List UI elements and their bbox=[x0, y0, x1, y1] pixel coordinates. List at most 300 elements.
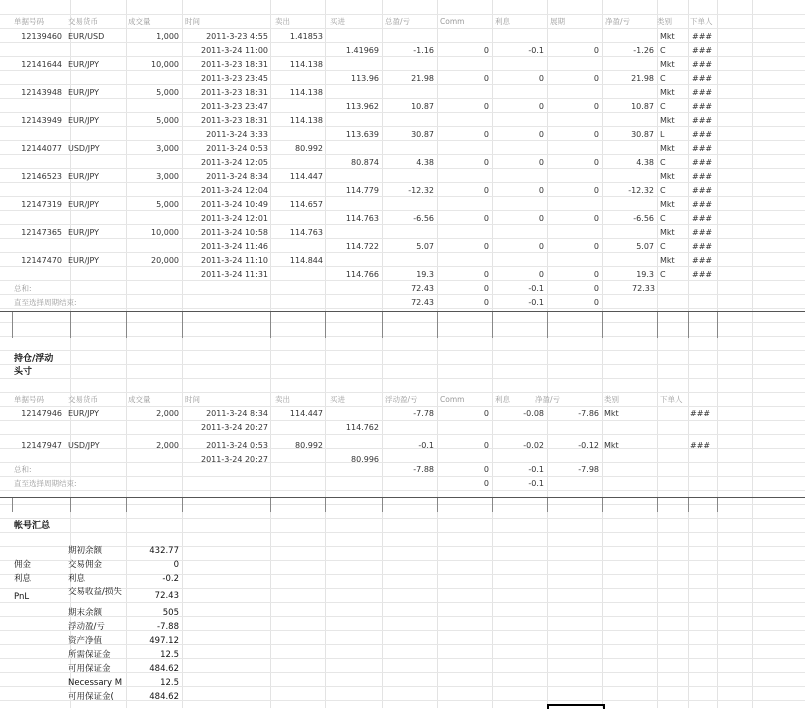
trade-gross: 10.87 bbox=[411, 102, 434, 111]
trade-rollover: 0 bbox=[593, 186, 599, 195]
trade-open-type: Mkt bbox=[660, 172, 675, 181]
position-open-time: 2011-3-24 0:53 bbox=[206, 441, 268, 450]
section-separator-tick bbox=[437, 498, 438, 512]
position-close-price: 80.996 bbox=[351, 455, 379, 464]
trade-pair: EUR/JPY bbox=[68, 88, 100, 97]
side-label-pnl: PnL bbox=[14, 592, 30, 602]
trade-open-price: 114.447 bbox=[289, 172, 323, 181]
trade-open-by: ### bbox=[692, 88, 713, 97]
position-open-price: 80.992 bbox=[295, 441, 323, 450]
trade-pair: EUR/JPY bbox=[68, 172, 100, 181]
trade-open-type: Mkt bbox=[660, 228, 675, 237]
grid-row-line bbox=[0, 490, 805, 491]
grid-row-line bbox=[0, 476, 805, 477]
trade-comm: 0 bbox=[483, 74, 489, 83]
section-separator-tick bbox=[12, 312, 13, 338]
trade-open-by: ### bbox=[692, 144, 713, 153]
grid-row-line bbox=[0, 126, 805, 127]
summary-value: 497.12 bbox=[149, 636, 179, 646]
table-header-3: 时间 bbox=[185, 17, 200, 26]
table-header-0: 单据号码 bbox=[14, 17, 44, 26]
trade-gross: 30.87 bbox=[411, 130, 434, 139]
summary-label: 可用保证金 bbox=[68, 664, 111, 674]
trade-close-price: 114.722 bbox=[345, 242, 379, 251]
summary-label: 浮动盈/亏 bbox=[68, 622, 105, 632]
table-header-10: 净盈/亏 bbox=[605, 17, 631, 26]
trade-close-price: 80.874 bbox=[351, 158, 379, 167]
grid-row-line bbox=[0, 42, 805, 43]
trade-interest: 0 bbox=[538, 186, 544, 195]
trade-close-type: C bbox=[660, 270, 666, 279]
trade-id[interactable]: 12147319 bbox=[21, 200, 62, 209]
section-separator-tick bbox=[602, 498, 603, 512]
trade-interest: -0.1 bbox=[528, 46, 544, 55]
total-gross: 72.43 bbox=[411, 284, 434, 293]
trade-id[interactable]: 12141644 bbox=[21, 60, 62, 69]
summary-value: 72.43 bbox=[154, 591, 179, 601]
position-open-time: 2011-3-24 8:34 bbox=[206, 409, 268, 418]
trade-pair: EUR/JPY bbox=[68, 60, 100, 69]
grid-row-line bbox=[0, 420, 805, 421]
trade-open-time: 2011-3-23 18:31 bbox=[201, 60, 268, 69]
trade-open-type: Mkt bbox=[660, 32, 675, 41]
trade-close-type: C bbox=[660, 214, 666, 223]
side-label-interest: 利息 bbox=[14, 574, 32, 584]
section-separator-tick bbox=[70, 498, 71, 512]
trade-comm: 0 bbox=[483, 130, 489, 139]
summary-label: 期末余额 bbox=[68, 608, 103, 618]
total-comm: 0 bbox=[483, 284, 489, 293]
trade-open-price: 114.763 bbox=[289, 228, 323, 237]
trade-gross: -6.56 bbox=[413, 214, 434, 223]
trade-open-price: 1.41853 bbox=[289, 32, 323, 41]
section-separator-tick bbox=[325, 498, 326, 512]
trade-close-by: ### bbox=[692, 270, 713, 279]
positions-total-comm: 0 bbox=[483, 465, 489, 474]
trade-close-price: 113.639 bbox=[345, 130, 379, 139]
trade-open-price: 114.138 bbox=[289, 60, 323, 69]
summary-label: Necessary M bbox=[68, 678, 123, 688]
trade-close-time: 2011-3-24 11:31 bbox=[201, 270, 268, 279]
trade-net: 10.87 bbox=[631, 102, 654, 111]
trade-close-type: C bbox=[660, 158, 666, 167]
position-by: ### bbox=[690, 441, 711, 450]
trade-qty: 3,000 bbox=[156, 144, 179, 153]
summary-value: -0.2 bbox=[162, 574, 179, 584]
positions-until-interest: -0.1 bbox=[528, 479, 544, 488]
trade-open-type: Mkt bbox=[660, 60, 675, 69]
summary-value: 0 bbox=[173, 560, 179, 570]
section-separator-tick bbox=[12, 498, 13, 512]
section-separator-tick bbox=[382, 312, 383, 338]
trade-net: 21.98 bbox=[631, 74, 654, 83]
grid-row-line bbox=[0, 154, 805, 155]
trade-close-by: ### bbox=[692, 242, 713, 251]
trade-id[interactable]: 12147365 bbox=[21, 228, 62, 237]
position-header-10: 类别 bbox=[604, 395, 619, 404]
summary-value: 484.62 bbox=[149, 664, 179, 674]
trade-interest: 0 bbox=[538, 158, 544, 167]
selected-cell[interactable] bbox=[547, 704, 605, 709]
table-header-12: 下单人 bbox=[690, 17, 713, 26]
trade-qty: 20,000 bbox=[151, 256, 179, 265]
positions-total-interest: -0.1 bbox=[528, 465, 544, 474]
summary-label: 资产净值 bbox=[68, 636, 103, 646]
trade-open-by: ### bbox=[692, 172, 713, 181]
trade-open-price: 114.657 bbox=[289, 200, 323, 209]
trade-net: 5.07 bbox=[636, 242, 654, 251]
section-title-open-positions-2: 头寸 bbox=[14, 367, 33, 377]
trade-qty: 1,000 bbox=[156, 32, 179, 41]
trade-open-time: 2011-3-23 18:31 bbox=[201, 116, 268, 125]
table-header-5: 买进 bbox=[330, 17, 345, 26]
section-separator-tick bbox=[325, 312, 326, 338]
trade-id[interactable]: 12139460 bbox=[21, 32, 62, 41]
position-qty: 2,000 bbox=[156, 409, 179, 418]
trade-close-price: 113.96 bbox=[351, 74, 379, 83]
trade-close-type: L bbox=[660, 130, 665, 139]
trade-close-time: 2011-3-24 11:46 bbox=[201, 242, 268, 251]
trade-rollover: 0 bbox=[593, 270, 599, 279]
grid-row-line bbox=[0, 14, 805, 15]
position-header-9: 净盈/亏 bbox=[535, 395, 561, 404]
position-header-1: 交易货币 bbox=[68, 395, 98, 404]
trade-rollover: 0 bbox=[593, 130, 599, 139]
trade-interest: 0 bbox=[538, 102, 544, 111]
trade-rollover: 0 bbox=[593, 158, 599, 167]
trade-open-by: ### bbox=[692, 60, 713, 69]
trade-qty: 3,000 bbox=[156, 172, 179, 181]
trade-comm: 0 bbox=[483, 214, 489, 223]
table-header-9: 展期 bbox=[550, 17, 565, 26]
positions-total-label: 总和: bbox=[14, 465, 32, 474]
trade-comm: 0 bbox=[483, 158, 489, 167]
trade-close-by: ### bbox=[692, 102, 713, 111]
trade-close-price: 114.779 bbox=[345, 186, 379, 195]
section-separator-tick bbox=[70, 312, 71, 338]
trade-open-by: ### bbox=[692, 116, 713, 125]
grid-row-line bbox=[0, 28, 805, 29]
trade-net: 4.38 bbox=[636, 158, 654, 167]
closed-until-label: 直至选择周期结束: bbox=[14, 298, 77, 307]
trade-id[interactable]: 12147470 bbox=[21, 256, 62, 265]
position-by: ### bbox=[690, 409, 711, 418]
summary-value: 432.77 bbox=[149, 546, 179, 556]
grid-row-line bbox=[0, 392, 805, 393]
trade-net: 30.87 bbox=[631, 130, 654, 139]
trade-interest: 0 bbox=[538, 214, 544, 223]
position-interest: -0.08 bbox=[523, 409, 544, 418]
position-close-time: 2011-3-24 20:27 bbox=[201, 455, 268, 464]
position-net: -0.12 bbox=[578, 441, 599, 450]
section-separator-tick bbox=[688, 312, 689, 338]
trade-pair: EUR/JPY bbox=[68, 228, 100, 237]
closed-until-comm: 0 bbox=[483, 298, 489, 307]
total-net: 72.33 bbox=[632, 284, 655, 293]
trade-pair: EUR/JPY bbox=[68, 200, 100, 209]
section-title-summary: 帐号汇总 bbox=[14, 521, 51, 531]
total-rollover: 0 bbox=[593, 284, 599, 293]
trade-comm: 0 bbox=[483, 102, 489, 111]
position-header-2: 成交量 bbox=[128, 395, 151, 404]
section-separator-tick bbox=[182, 312, 183, 338]
trade-gross: 19.3 bbox=[416, 270, 434, 279]
section-separator-tick bbox=[657, 498, 658, 512]
position-pl: -0.1 bbox=[418, 441, 434, 450]
trade-comm: 0 bbox=[483, 46, 489, 55]
trade-gross: -12.32 bbox=[408, 186, 434, 195]
trade-close-price: 114.763 bbox=[345, 214, 379, 223]
trade-close-by: ### bbox=[692, 214, 713, 223]
summary-label: 交易佣金 bbox=[68, 560, 103, 570]
trade-open-time: 2011-3-23 18:31 bbox=[201, 88, 268, 97]
grid-row-line bbox=[0, 322, 805, 323]
trade-open-type: Mkt bbox=[660, 256, 675, 265]
section-separator-tick bbox=[657, 312, 658, 338]
trade-close-price: 1.41969 bbox=[345, 46, 379, 55]
grid-row-line bbox=[0, 70, 805, 71]
section-separator-tick bbox=[182, 498, 183, 512]
position-id[interactable]: 12147947 bbox=[21, 441, 62, 450]
table-header-8: 利息 bbox=[495, 17, 510, 26]
trade-rollover: 0 bbox=[593, 102, 599, 111]
table-header-2: 成交量 bbox=[128, 17, 151, 26]
trade-open-by: ### bbox=[692, 200, 713, 209]
closed-until-gross: 72.43 bbox=[411, 298, 434, 307]
summary-label: 可用保证金( bbox=[68, 692, 114, 702]
grid-row-line bbox=[0, 182, 805, 183]
section-separator-tick bbox=[547, 498, 548, 512]
positions-total-pl: -7.88 bbox=[413, 465, 434, 474]
section-separator-tick bbox=[602, 312, 603, 338]
trade-open-by: ### bbox=[692, 32, 713, 41]
grid-row-line bbox=[0, 336, 805, 337]
trade-pair: EUR/JPY bbox=[68, 256, 100, 265]
trade-close-time: 2011-3-23 23:45 bbox=[201, 74, 268, 83]
trade-close-by: ### bbox=[692, 74, 713, 83]
trade-open-time: 2011-3-24 8:34 bbox=[206, 172, 268, 181]
position-comm: 0 bbox=[483, 409, 489, 418]
table-header-1: 交易货币 bbox=[68, 17, 98, 26]
trade-id[interactable]: 12143949 bbox=[21, 116, 62, 125]
trade-open-type: Mkt bbox=[660, 144, 675, 153]
trade-close-type: C bbox=[660, 102, 666, 111]
trade-close-time: 2011-3-24 12:04 bbox=[201, 186, 268, 195]
grid-row-line bbox=[0, 364, 805, 365]
trade-gross: 4.38 bbox=[416, 158, 434, 167]
position-id[interactable]: 12147946 bbox=[21, 409, 62, 418]
section-separator-tick bbox=[492, 498, 493, 512]
trade-rollover: 0 bbox=[593, 242, 599, 251]
section-separator-tick bbox=[717, 312, 718, 338]
grid-row-line bbox=[0, 266, 805, 267]
table-header-11: 类别 bbox=[657, 17, 672, 26]
trade-open-price: 114.844 bbox=[289, 256, 323, 265]
total-label: 总和: bbox=[14, 284, 32, 293]
position-net: -7.86 bbox=[578, 409, 599, 418]
section-separator bbox=[0, 497, 805, 498]
trade-close-price: 114.766 bbox=[345, 270, 379, 279]
trade-close-type: C bbox=[660, 74, 666, 83]
position-close-time: 2011-3-24 20:27 bbox=[201, 423, 268, 432]
trade-net: -12.32 bbox=[628, 186, 654, 195]
position-header-3: 时间 bbox=[185, 395, 200, 404]
trade-id[interactable]: 12146523 bbox=[21, 172, 62, 181]
summary-value: 12.5 bbox=[160, 678, 179, 688]
trade-comm: 0 bbox=[483, 242, 489, 251]
trade-comm: 0 bbox=[483, 270, 489, 279]
trade-qty: 5,000 bbox=[156, 116, 179, 125]
trade-close-by: ### bbox=[692, 130, 713, 139]
position-header-11: 下单人 bbox=[660, 395, 683, 404]
summary-value: -7.88 bbox=[157, 622, 179, 632]
trade-open-time: 2011-3-23 4:55 bbox=[206, 32, 268, 41]
table-header-7: Comm bbox=[440, 17, 465, 26]
trade-pair: USD/JPY bbox=[68, 144, 100, 153]
trade-id[interactable]: 12144077 bbox=[21, 144, 62, 153]
summary-value: 484.62 bbox=[149, 692, 179, 702]
trade-close-price: 113.962 bbox=[345, 102, 379, 111]
position-type: Mkt bbox=[604, 441, 619, 450]
trade-interest: 0 bbox=[538, 270, 544, 279]
position-pair: EUR/JPY bbox=[68, 409, 100, 418]
section-separator-tick bbox=[717, 498, 718, 512]
trade-qty: 10,000 bbox=[151, 60, 179, 69]
summary-label: 期初余额 bbox=[68, 546, 103, 556]
summary-label: 所需保证金 bbox=[68, 650, 111, 660]
trade-interest: 0 bbox=[538, 130, 544, 139]
trade-rollover: 0 bbox=[593, 74, 599, 83]
section-separator-tick bbox=[688, 498, 689, 512]
grid-row-line bbox=[0, 406, 805, 407]
trade-open-by: ### bbox=[692, 228, 713, 237]
position-open-price: 114.447 bbox=[289, 409, 323, 418]
trade-comm: 0 bbox=[483, 186, 489, 195]
trade-close-type: C bbox=[660, 242, 666, 251]
position-pair: USD/JPY bbox=[68, 441, 100, 450]
trade-close-by: ### bbox=[692, 158, 713, 167]
section-separator-tick bbox=[270, 312, 271, 338]
total-interest: -0.1 bbox=[528, 284, 544, 293]
section-separator-tick bbox=[126, 312, 127, 338]
trade-gross: 5.07 bbox=[416, 242, 434, 251]
trade-open-type: Mkt bbox=[660, 116, 675, 125]
summary-value: 12.5 bbox=[160, 650, 179, 660]
position-interest: -0.02 bbox=[523, 441, 544, 450]
section-separator-tick bbox=[492, 312, 493, 338]
side-label-commission: 佣金 bbox=[14, 560, 32, 570]
trade-open-type: Mkt bbox=[660, 88, 675, 97]
trade-close-type: C bbox=[660, 46, 666, 55]
section-separator-tick bbox=[270, 498, 271, 512]
position-header-7: Comm bbox=[440, 395, 465, 404]
trade-net: 19.3 bbox=[636, 270, 654, 279]
trade-open-price: 80.992 bbox=[295, 144, 323, 153]
position-comm: 0 bbox=[483, 441, 489, 450]
trade-qty: 5,000 bbox=[156, 200, 179, 209]
trade-open-type: Mkt bbox=[660, 200, 675, 209]
trade-rollover: 0 bbox=[593, 214, 599, 223]
trade-pair: EUR/USD bbox=[68, 32, 105, 41]
summary-label: 交易收益/损失 bbox=[68, 587, 122, 597]
trade-gross: -1.16 bbox=[413, 46, 434, 55]
trade-rollover: 0 bbox=[593, 46, 599, 55]
grid-row-line bbox=[0, 238, 805, 239]
trade-qty: 5,000 bbox=[156, 88, 179, 97]
trade-close-by: ### bbox=[692, 186, 713, 195]
trade-net: -1.26 bbox=[633, 46, 654, 55]
position-header-4: 卖出 bbox=[275, 395, 290, 404]
positions-total-net: -7.98 bbox=[578, 465, 599, 474]
position-close-price: 114.762 bbox=[345, 423, 379, 432]
summary-value: 505 bbox=[162, 608, 179, 618]
trade-gross: 21.98 bbox=[411, 74, 434, 83]
section-separator bbox=[0, 311, 805, 312]
position-pl: -7.78 bbox=[413, 409, 434, 418]
trade-close-time: 2011-3-24 3:33 bbox=[206, 130, 268, 139]
grid-row-line bbox=[0, 504, 805, 505]
grid-row-line bbox=[0, 350, 805, 351]
trade-open-price: 114.138 bbox=[289, 116, 323, 125]
trade-open-price: 114.138 bbox=[289, 88, 323, 97]
trade-open-time: 2011-3-24 11:10 bbox=[201, 256, 268, 265]
table-header-4: 卖出 bbox=[275, 17, 290, 26]
position-header-5: 买进 bbox=[330, 395, 345, 404]
grid-row-line bbox=[0, 462, 805, 463]
summary-label: 利息 bbox=[68, 574, 86, 584]
grid-row-line bbox=[0, 602, 805, 603]
closed-until-rollover: 0 bbox=[593, 298, 599, 307]
grid-row-line bbox=[0, 518, 805, 519]
positions-until-label: 直至选择周期结束: bbox=[14, 479, 77, 488]
trade-open-by: ### bbox=[692, 256, 713, 265]
trade-close-by: ### bbox=[692, 46, 713, 55]
trade-interest: 0 bbox=[538, 74, 544, 83]
grid-row-line bbox=[0, 378, 805, 379]
position-qty: 2,000 bbox=[156, 441, 179, 450]
position-header-8: 利息 bbox=[495, 395, 510, 404]
trade-net: -6.56 bbox=[633, 214, 654, 223]
position-type: Mkt bbox=[604, 409, 619, 418]
section-separator-tick bbox=[126, 498, 127, 512]
trade-open-time: 2011-3-24 10:58 bbox=[201, 228, 268, 237]
trade-close-time: 2011-3-24 12:05 bbox=[201, 158, 268, 167]
grid-row-line bbox=[0, 98, 805, 99]
trade-pair: EUR/JPY bbox=[68, 116, 100, 125]
grid-row-line bbox=[0, 210, 805, 211]
section-separator-tick bbox=[547, 312, 548, 338]
closed-until-interest: -0.1 bbox=[528, 298, 544, 307]
position-header-0: 单据号码 bbox=[14, 395, 44, 404]
grid-row-line bbox=[0, 434, 805, 435]
trade-id[interactable]: 12143948 bbox=[21, 88, 62, 97]
trade-close-type: C bbox=[660, 186, 666, 195]
trade-close-time: 2011-3-24 12:01 bbox=[201, 214, 268, 223]
trade-qty: 10,000 bbox=[151, 228, 179, 237]
positions-until-comm: 0 bbox=[483, 479, 489, 488]
trade-open-time: 2011-3-24 0:53 bbox=[206, 144, 268, 153]
trade-close-time: 2011-3-23 23:47 bbox=[201, 102, 268, 111]
trade-interest: 0 bbox=[538, 242, 544, 251]
position-header-6: 浮动盈/亏 bbox=[385, 395, 418, 404]
section-separator-tick bbox=[437, 312, 438, 338]
trade-close-time: 2011-3-24 11:00 bbox=[201, 46, 268, 55]
grid-row-line bbox=[0, 532, 805, 533]
section-title-open-positions: 持仓/浮动 bbox=[14, 354, 54, 364]
trade-open-time: 2011-3-24 10:49 bbox=[201, 200, 268, 209]
table-header-6: 总盈/亏 bbox=[385, 17, 411, 26]
section-separator-tick bbox=[382, 498, 383, 512]
